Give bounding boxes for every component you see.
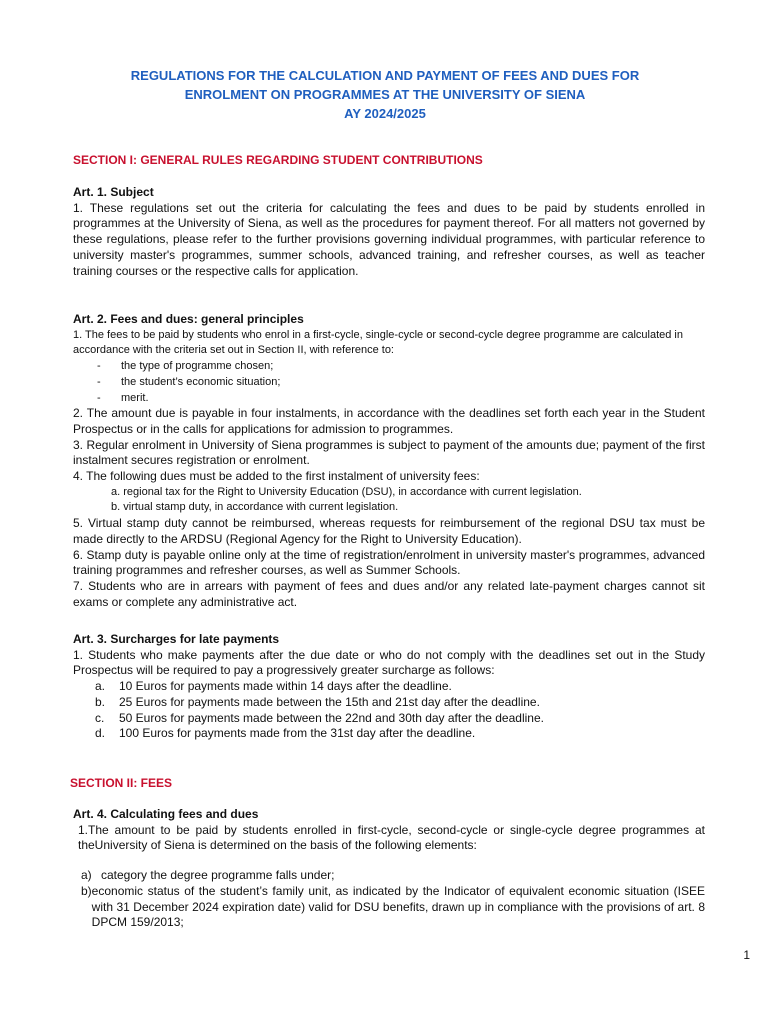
section-2-heading: SECTION II: FEES bbox=[70, 776, 173, 790]
article-4-title: Art. 4. Calculating fees and dues bbox=[73, 807, 259, 821]
article-1 bbox=[73, 185, 705, 279]
list-item: c. 50 Euros for payments made between the 22nd and 30th day after the deadline. bbox=[95, 710, 544, 725]
article-1-paragraph-1: 1. These regulations set out the criteria for calculating the fees and dues to be paid by students enrolled in programmes at the University of Siena, as well as the procedures for payment thereof. For all matters not governed by these regulations, please refer to the further provisions governing individual programmes, with particular reference to university master's programmes, summer schools, advanced training, and refresher courses, as well as teacher training courses or the respective calls for application. bbox=[73, 200, 705, 278]
article-2-paragraph-7: 7. Students who are in arrears with payment of fees and dues and/or any related late-payment charges cannot sit exams or complete any administrative act. bbox=[73, 578, 705, 609]
list-item: a. 10 Euros for payments made within 14 days after the deadline. bbox=[95, 679, 452, 694]
article-3-paragraph-1: 1. Students who make payments after the due date or who do not comply with the deadlines set out in the Study Prospectus will be required to pay a progressively greater surcharge as follows: bbox=[73, 647, 705, 678]
list-item: d. 100 Euros for payments made from the 31st day after the deadline. bbox=[95, 726, 476, 741]
list-item: b) economic status of the student’s family unit, as indicated by the Indicator of equivalent economic situation (ISEE with 31 December 2024 expiration date) valid for DSU benefits, drawn up in compliance with the provisions of art. 8 DPCM 159/2013; bbox=[81, 883, 705, 930]
article-2-paragraph-4: 4. The following dues must be added to the first instalment of university fees: bbox=[73, 469, 480, 484]
article-2-title: Art. 2. Fees and dues: general principles bbox=[73, 312, 304, 326]
article-3-title: Art. 3. Surcharges for late payments bbox=[73, 632, 280, 646]
list-item: a) category the degree programme falls under; bbox=[81, 868, 335, 883]
article-1-title: Art. 1. Subject bbox=[73, 185, 154, 199]
list-item: b. 25 Euros for payments made between the 15th and 21st day after the deadline. bbox=[95, 694, 540, 709]
list-item: - merit. bbox=[97, 391, 149, 404]
section-1-heading: SECTION I: GENERAL RULES REGARDING STUDENT CONTRIBUTIONS bbox=[73, 153, 483, 167]
title-line-3: AY 2024/2025 bbox=[344, 106, 426, 121]
article-2-paragraph-2: 2. The amount due is payable in four instalments, in accordance with the deadlines set forth each year in the Student Prospectus or in the calls for applications for admission to programmes. bbox=[73, 406, 705, 436]
list-item: - the student’s economic situation; bbox=[97, 375, 281, 388]
article-2-paragraph-1: 1. The fees to be paid by students who enrol in a first-cycle, single-cycle or second-cycle degree programme are calculated in accordance with the criteria set out in Section II, with reference to: bbox=[73, 328, 683, 357]
article-2 bbox=[73, 312, 705, 610]
page-number: 1 bbox=[743, 948, 750, 962]
title-line-2: ENROLMENT ON PROGRAMMES AT THE UNIVERSITY OF SIENA bbox=[184, 87, 586, 102]
title-line-1: REGULATIONS FOR THE CALCULATION AND PAYMENT OF FEES AND DUES FOR bbox=[130, 68, 640, 83]
article-2-paragraph-3: 3. Regular enrolment in University of Siena programmes is subject to payment of the amounts due; payment of the first instalment secures registration or enrolment. bbox=[73, 437, 705, 468]
article-2-item-a: a. regional tax for the Right to University Education (DSU), in accordance with current legislation. bbox=[111, 485, 582, 498]
article-2-item-b: b. virtual stamp duty, in accordance with current legislation. bbox=[111, 501, 399, 514]
article-2-paragraph-6: 6. Stamp duty is payable online only at the time of registration/enrolment in university master's programmes, advanced training programmes and refresher courses, as well as Summer Schools. bbox=[73, 547, 705, 578]
list-item: - the type of programme chosen; bbox=[97, 360, 274, 373]
article-4 bbox=[73, 807, 705, 931]
article-4-paragraph-1: 1.The amount to be paid by students enrolled in first-cycle, second-cycle or single-cycle degree programmes at theUniversity of Siena is determined on the basis of the following elements: bbox=[78, 822, 705, 853]
document-title bbox=[60, 66, 710, 123]
article-3 bbox=[73, 632, 705, 742]
article-2-paragraph-5: 5. Virtual stamp duty cannot be reimbursed, whereas requests for reimbursement of the regional DSU tax must be made directly to the ARDSU (Regional Agency for the Right to University Education). bbox=[73, 516, 705, 546]
